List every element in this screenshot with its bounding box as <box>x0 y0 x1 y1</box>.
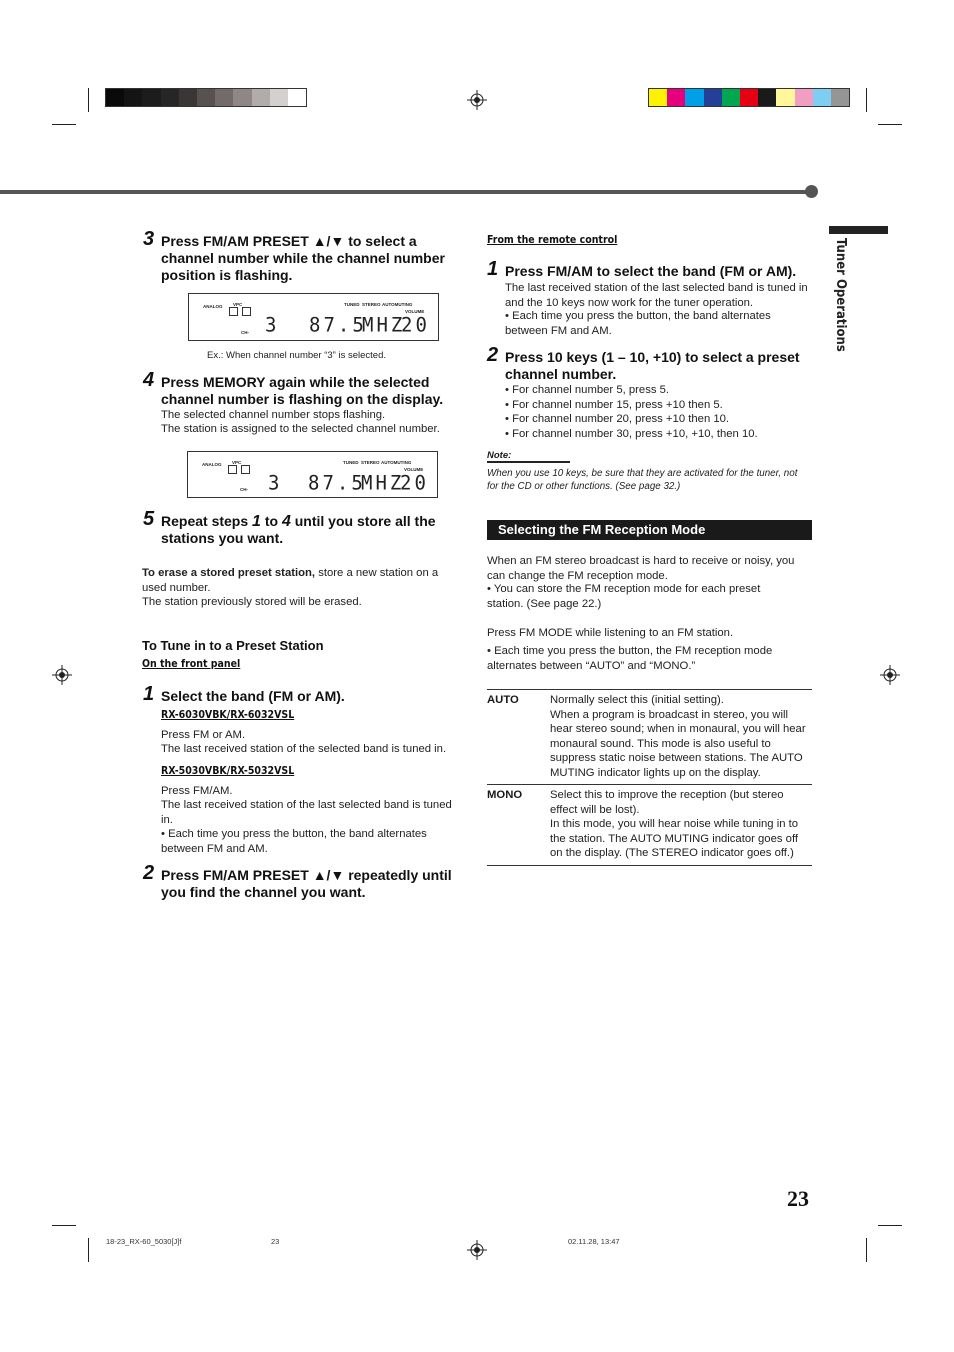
fm-mode-press: Press FM MODE while listening to an FM station. <box>487 627 734 639</box>
model-5030-line-1: Press FM/AM. <box>161 785 233 797</box>
side-tab-label: Tuner Operations <box>833 238 848 352</box>
erase-instruction: To erase a stored preset station, store a new station on a used number. <box>142 567 439 594</box>
display-stereo-label: STEREO <box>362 302 381 307</box>
fm-mode-bullet-1: • You can store the FM reception mode for each preset station. (See page 22.) <box>487 583 761 610</box>
step-5-title: Repeat steps 1 to 4 until you store all the stations you want. <box>161 513 436 546</box>
crop-mark <box>88 1238 89 1262</box>
color-swatch <box>685 89 703 106</box>
color-swatch <box>758 89 776 106</box>
fm-mode-table <box>487 689 812 866</box>
display-frequency: 87.5 <box>309 313 367 337</box>
tuner-display-panel <box>188 293 439 341</box>
remote-step-2-bullet: • For channel number 5, press 5. <box>505 384 670 396</box>
color-swatch <box>215 89 233 106</box>
color-swatch <box>776 89 794 106</box>
display-automuting-label: AUTOMUTING <box>382 302 413 307</box>
color-swatch <box>667 89 685 106</box>
remote-step-1-title: Press FM/AM to select the band (FM or AM). <box>505 263 797 279</box>
footer-page: 23 <box>271 1237 280 1246</box>
registration-mark-icon <box>467 1240 487 1260</box>
tune-step-1-title: Select the band (FM or AM). <box>161 688 345 704</box>
process-color-bar <box>648 88 850 107</box>
display-ch-label: CH- <box>240 487 248 492</box>
color-swatch <box>704 89 722 106</box>
color-swatch <box>161 89 179 106</box>
display-indicator-box <box>229 307 238 316</box>
note-label: Note: <box>487 450 512 461</box>
step-4-number: 4 <box>143 369 155 391</box>
remote-step-2-bullet: • For channel number 30, press +10, +10, then 10. <box>505 428 758 440</box>
mode-description: Normally select this (initial setting). When a program is broadcast in stereo, you will hear stereo sound; when in monaural, you will hear monaural sound. This mode is also useful to suppress static noise between stations. The AUTO MUTING indicator lights up on the display. <box>550 694 806 779</box>
step-3-number: 3 <box>143 228 155 250</box>
note-text: When you use 10 keys, be sure that they are activated for the tuner, not for the CD or other functions. (See page 32.) <box>487 468 798 492</box>
model-heading-6030: RX-6030VBK/RX-6032VSL <box>161 709 295 721</box>
step-4-line-1: The selected channel number stops flashing. <box>161 409 386 421</box>
note-rule <box>487 461 570 463</box>
tune-step-2-number: 2 <box>143 862 155 884</box>
display-unit: MHZ <box>361 471 405 495</box>
step-4-line-2: The station is assigned to the selected channel number. <box>161 423 440 435</box>
color-swatch <box>270 89 288 106</box>
registration-mark-icon <box>467 90 487 110</box>
remote-step-2-title: Press 10 keys (1 – 10, +10) to select a preset channel number. <box>505 349 800 382</box>
display-volume-value: 20 <box>401 313 430 337</box>
display-frequency: 87.5 <box>308 471 366 495</box>
erase-note: The station previously stored will be erased. <box>142 596 362 608</box>
remote-step-2-number: 2 <box>487 344 499 366</box>
color-swatch <box>740 89 758 106</box>
remote-step-2-bullet: • For channel number 15, press +10 then 5. <box>505 399 723 411</box>
remote-step-1-body: The last received station of the last selected band is tuned in and the 10 keys now work for the tuner operation. <box>505 282 808 309</box>
color-swatch <box>831 89 849 106</box>
color-swatch <box>124 89 142 106</box>
display-volume-value: 20 <box>400 471 429 495</box>
crop-mark <box>878 124 902 125</box>
side-tab-bar <box>829 226 888 234</box>
display-analog-label: ANALOG <box>203 304 223 309</box>
color-swatch <box>795 89 813 106</box>
remote-step-1-bullet: • Each time you press the button, the band alternates between FM and AM. <box>505 310 771 337</box>
fm-mode-bullet-2: • Each time you press the button, the FM reception mode alternates between “AUTO” and “MONO.” <box>487 645 773 672</box>
color-swatch <box>179 89 197 106</box>
color-swatch <box>142 89 160 106</box>
display-automuting-label: AUTOMUTING <box>381 460 412 465</box>
front-panel-heading: On the front panel <box>142 658 241 670</box>
header-rule-dot <box>805 185 818 198</box>
display-indicator-box <box>242 307 251 316</box>
crop-mark <box>878 1225 902 1226</box>
color-swatch <box>252 89 270 106</box>
display-indicator-box <box>241 465 250 474</box>
display-channel-digit: 3 <box>265 313 280 337</box>
display-analog-label: ANALOG <box>202 462 222 467</box>
tune-preset-heading: To Tune in to a Preset Station <box>142 638 324 653</box>
display-channel-digit: 3 <box>268 471 283 495</box>
display-stereo-label: STEREO <box>361 460 380 465</box>
model-5030-line-2: The last received station of the last selected band is tuned in. <box>161 799 452 826</box>
color-swatch <box>722 89 740 106</box>
step-3-title: Press FM/AM PRESET ▲/▼ to select a channel number while the channel number position is flashing. <box>161 233 445 283</box>
step-4-title: Press MEMORY again while the selected channel number is flashing on the display. <box>161 374 444 407</box>
display-vpc-label: VPC <box>232 460 242 465</box>
remote-step-1-number: 1 <box>487 258 499 280</box>
step-5-number: 5 <box>143 508 155 530</box>
model-6030-line-1: Press FM or AM. <box>161 729 246 741</box>
remote-step-2-bullet: • For channel number 20, press +10 then 10. <box>505 413 730 425</box>
color-swatch <box>288 89 306 106</box>
color-swatch <box>233 89 251 106</box>
display-unit: MHZ <box>362 313 406 337</box>
registration-mark-icon <box>52 665 72 685</box>
fm-mode-heading: Selecting the FM Reception Mode <box>487 520 812 540</box>
display-volume-label: VOLUME <box>404 467 424 472</box>
display-indicator-box <box>228 465 237 474</box>
display-tuned-label: TUNED <box>344 302 360 307</box>
mode-row-mono <box>487 785 812 866</box>
header-rule <box>0 190 812 194</box>
model-5030-bullet: • Each time you press the button, the band alternates between FM and AM. <box>161 828 427 855</box>
tune-step-2-title: Press FM/AM PRESET ▲/▼ repeatedly until you find the channel you want. <box>161 867 452 900</box>
color-swatch <box>813 89 831 106</box>
display-ch-label: CH- <box>241 330 249 335</box>
display-volume-label: VOLUME <box>405 309 425 314</box>
footer-file-name: 18-23_RX-60_5030[J]f <box>106 1237 182 1246</box>
color-swatch <box>649 89 667 106</box>
page-number: 23 <box>787 1186 809 1211</box>
crop-mark <box>52 1225 76 1226</box>
tune-step-1-number: 1 <box>143 683 155 705</box>
fm-mode-intro: When an FM stereo broadcast is hard to receive or noisy, you can change the FM reception mode. <box>487 555 795 582</box>
model-6030-line-2: The last received station of the selected band is tuned in. <box>161 743 447 755</box>
mode-key: MONO <box>487 789 523 801</box>
grayscale-color-bar <box>105 88 307 107</box>
registration-mark-icon <box>880 665 900 685</box>
mode-description: Select this to improve the reception (but stereo effect will be lost). In this mode, you will hear noise while tuning in to the station. The AUTO MUTING indicator goes off on the display. (The STEREO indicator goes off.) <box>550 789 799 859</box>
model-heading-5030: RX-5030VBK/RX-5032VSL <box>161 765 295 777</box>
crop-mark <box>866 1238 867 1262</box>
mode-key: AUTO <box>487 694 519 706</box>
crop-mark <box>52 124 76 125</box>
color-swatch <box>106 89 124 106</box>
tuner-display-panel <box>187 451 438 498</box>
color-swatch <box>197 89 215 106</box>
remote-control-heading: From the remote control <box>487 234 618 246</box>
crop-mark <box>866 88 867 112</box>
display-caption: Ex.: When channel number “3” is selected. <box>207 350 387 361</box>
display-vpc-label: VPC <box>233 302 243 307</box>
display-tuned-label: TUNED <box>343 460 359 465</box>
crop-mark <box>88 88 89 112</box>
footer-date: 02.11.28, 13:47 <box>568 1237 620 1246</box>
mode-row-auto <box>487 690 812 785</box>
